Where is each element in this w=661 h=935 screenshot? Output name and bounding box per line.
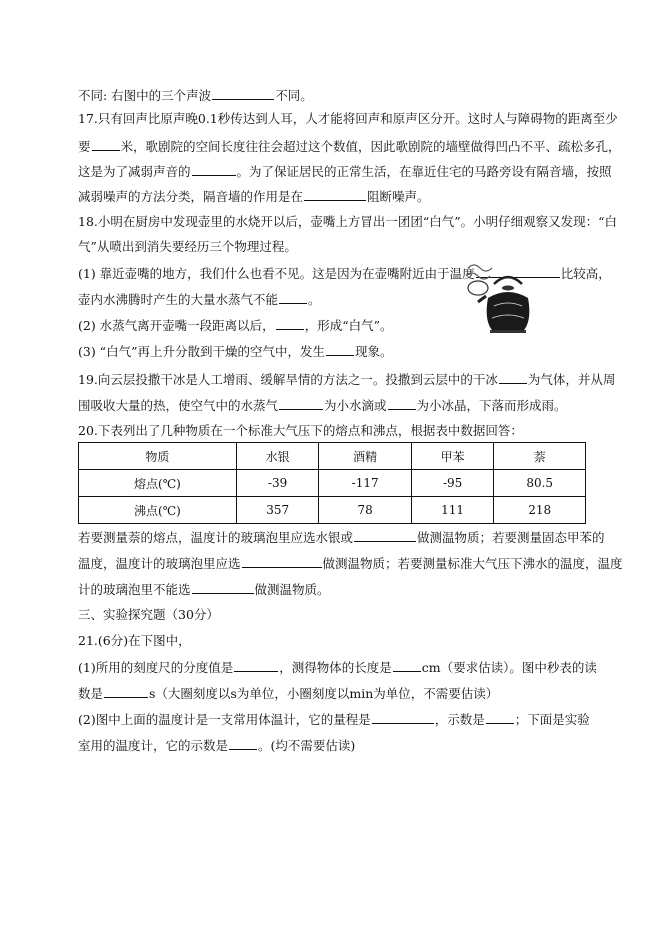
- text: (2) 水蒸气离开壶嘴一段距离以后，: [78, 318, 275, 333]
- answer-blank[interactable]: [234, 658, 278, 672]
- q20-line4: [78, 580, 330, 599]
- text: 要: [78, 139, 91, 154]
- q21-line5: [78, 736, 355, 755]
- line-q16-end: [78, 86, 313, 105]
- q20-line3: [78, 554, 623, 573]
- answer-blank[interactable]: [372, 710, 434, 724]
- text: cm（要求估读）。图中秒表的读: [421, 660, 597, 675]
- answer-blank[interactable]: [499, 370, 527, 384]
- answer-blank[interactable]: [279, 396, 323, 410]
- answer-blank[interactable]: [242, 554, 322, 568]
- text: 温度，温度计的玻璃泡里应选: [78, 556, 241, 571]
- q20-line1: 20.下表列出了几种物质在一个标准大气压下的熔点和沸点，根据表中数据回答：: [78, 423, 523, 438]
- table-header-cell: 水银: [236, 443, 319, 470]
- table-cell: -117: [319, 470, 411, 497]
- table-cell: 357: [236, 497, 319, 524]
- q21-line2: [78, 658, 597, 677]
- text: (1)所用的刻度尺的分度值是: [78, 660, 234, 675]
- answer-blank[interactable]: [92, 137, 120, 151]
- answer-blank[interactable]: [326, 342, 354, 356]
- answer-blank[interactable]: [212, 86, 274, 100]
- q21-line3: [78, 684, 498, 703]
- table-header-cell: 物质: [79, 443, 237, 470]
- text: 数是: [78, 686, 104, 701]
- table-header-cell: 甲苯: [411, 443, 494, 470]
- text: s（大圈刻度以s为单位，小圈刻度以min为单位，不需要估读）: [149, 686, 499, 701]
- melting-boiling-table: [78, 442, 586, 524]
- table-cell: -95: [411, 470, 494, 497]
- text: 现象。: [354, 344, 393, 359]
- table-cell: 沸点(℃): [79, 497, 237, 524]
- text: 。(均不需要估读): [258, 738, 356, 753]
- text: 壶内水沸腾时产生的大量水蒸气不能: [78, 292, 279, 307]
- text: 做测温物质。: [254, 582, 330, 597]
- table-header-cell: 酒精: [319, 443, 411, 470]
- text: ，测得物体的长度是: [279, 660, 392, 675]
- table-cell: 80.5: [494, 470, 586, 497]
- table-header-row: [79, 443, 586, 470]
- table-cell: 218: [494, 497, 586, 524]
- answer-blank[interactable]: [276, 316, 304, 330]
- text: (3) “白气”再上升分散到干燥的空气中，发生: [78, 344, 325, 359]
- table-cell: -39: [236, 470, 319, 497]
- answer-blank[interactable]: [192, 162, 236, 176]
- text: 室用的温度计，它的示数是: [78, 738, 229, 753]
- table-row: [79, 497, 586, 524]
- q17-line4: [78, 187, 430, 206]
- text: 为气体，并从周: [527, 372, 616, 387]
- q21-line1: 21.(6分)在下图中，: [78, 633, 191, 648]
- q18-line2: 气”从喷出到消失要经历三个物理过程。: [78, 239, 297, 254]
- text: 围吸收大量的热，使空气中的水蒸气: [78, 398, 279, 413]
- text: 19.向云层投撒干冰是人工增雨、缓解旱情的方法之一。投撒到云层中的干冰: [78, 372, 498, 387]
- text: 为小冰晶，下落而形成雨。: [416, 398, 567, 413]
- q18-line6: [78, 342, 392, 361]
- text: 这是为了减弱声音的: [78, 164, 191, 179]
- text: 计的玻璃泡里不能选: [78, 582, 191, 597]
- text: 减弱噪声的方法分类，隔音墙的作用是在: [78, 189, 304, 204]
- q18-line3: [78, 264, 611, 283]
- table-cell: 熔点(℃): [79, 470, 237, 497]
- table-header-cell: 萘: [494, 443, 586, 470]
- text: 米，歌剧院的空间长度往往会超过这个数值，因此歌剧院的墙壁做得凹凸不平、疏松多孔，: [120, 139, 621, 154]
- text: 比较高，: [560, 266, 611, 281]
- text: 若要测量萘的熔点，温度计的玻璃泡里应选水银或: [78, 530, 354, 545]
- q17-line1: 17.只有回声比原声晚0.1秒传达到人耳，人才能将回声和原声区分开。这时人与障碍物的距离至少: [78, 111, 618, 126]
- q18-line1: 18.小明在厨房中发现壶里的水烧开以后，壶嘴上方冒出一团团“白气”。小明仔细观察又发现：“白: [78, 214, 618, 229]
- table-row: [79, 470, 586, 497]
- kettle-icon: [458, 262, 530, 338]
- text: 不同: 右图中的三个声波: [78, 88, 212, 103]
- q19-line2: [78, 396, 567, 415]
- text: (1) 靠近壶嘴的地方，我们什么也看不见。这是因为在壶嘴附近由于温度: [78, 266, 475, 281]
- text: (2)图中上面的温度计是一支常用体温计，它的量程是: [78, 712, 371, 727]
- q17-line3: [78, 162, 612, 181]
- text: 阻断噪声。: [367, 189, 430, 204]
- answer-blank[interactable]: [388, 396, 416, 410]
- answer-blank[interactable]: [354, 528, 416, 542]
- answer-blank[interactable]: [104, 684, 148, 698]
- text: 做测温物质；若要测量标准大气压下沸水的温度，温度: [322, 556, 623, 571]
- text: 为小水滴或: [324, 398, 387, 413]
- answer-blank[interactable]: [304, 187, 366, 201]
- answer-blank[interactable]: [279, 290, 307, 304]
- q18-line5: [78, 316, 392, 335]
- q19-line1: [78, 370, 615, 389]
- section-title: 三、实验探究题（30分）: [78, 607, 219, 622]
- text: 。: [308, 292, 321, 307]
- q21-line4: [78, 710, 590, 729]
- q18-line4: [78, 290, 321, 309]
- text: 不同。: [275, 88, 313, 103]
- text: 做测温物质；若要测量固态甲苯的: [417, 530, 605, 545]
- answer-blank[interactable]: [192, 580, 254, 594]
- text: 。为了保证居民的正常生活，在靠近住宅的马路旁设有隔音墙，按照: [236, 164, 612, 179]
- text: ，形成“白气”。: [304, 318, 393, 333]
- q20-line2: [78, 528, 605, 547]
- text: ；下面是实验: [514, 712, 590, 727]
- answer-blank[interactable]: [229, 736, 257, 750]
- answer-blank[interactable]: [393, 658, 421, 672]
- q17-line2: [78, 137, 621, 156]
- text: ，示数是: [434, 712, 485, 727]
- answer-blank[interactable]: [486, 710, 514, 724]
- table-cell: 111: [411, 497, 494, 524]
- table-cell: 78: [319, 497, 411, 524]
